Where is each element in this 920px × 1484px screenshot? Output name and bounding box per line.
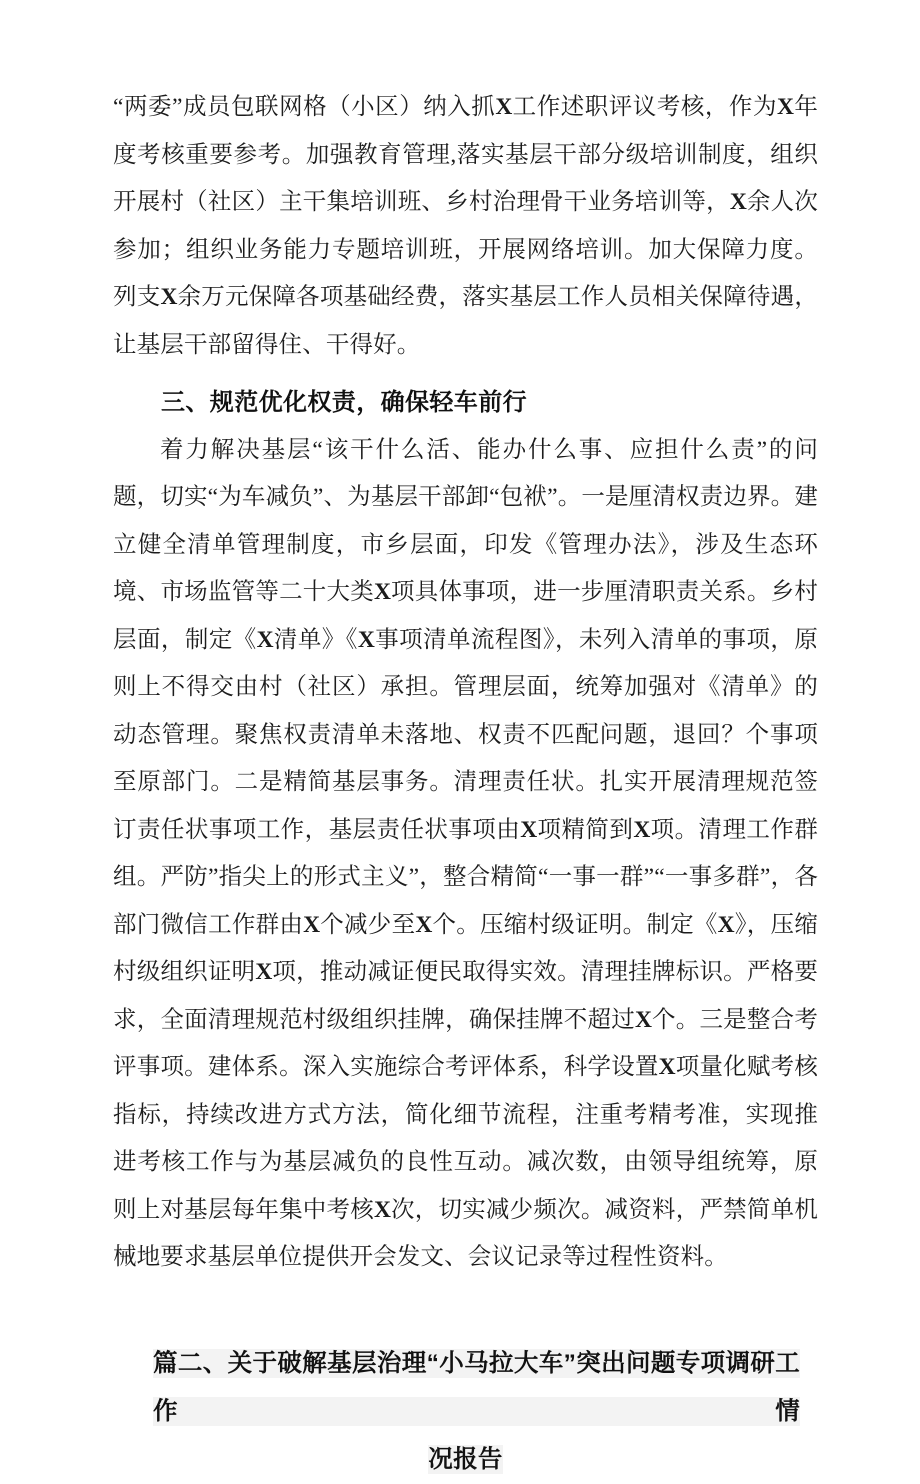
body-paragraph-continued: “两委”成员包联网格（小区）纳入抓X工作述职评议考核，作为X年度考核重要参考。加强教育管理,落实基层干部分级培训制度，组织开展村（社区）主干集培训班、乡村治理骨干业务培训等，X余人次参加；组织业务能力专题培训班，开展网络培训。加大保障力度。列支X余万元保障各项基础经费，落实基层工作人员相关保障待遇，让基层干部留得住、干得好。: [113, 94, 819, 358]
document-title-line-1: 篇二、关于破解基层治理“小马拉大车”突出问题专项调研工作情: [153, 1349, 800, 1425]
body-paragraph-section-three: 着力解决基层“该干什么活、能办什么事、应担什么责”的问题，切实“为车减负”、为基层干部卸“包袱”。一是厘清权责边界。建立健全清单管理制度，市乡层面，印发《管理办法》，涉及生态环境、市场监管等二十大类X项具体事项，进一步厘清职责关系。乡村层面，制定《X清单》《X事项清单流程图》，未列入清单的事项，原则上不得交由村（社区）承担。管理层面，统筹加强对《清单》的动态管理。聚焦权责清单未落地、权责不匹配问题，退回？个事项至原部门。二是精简基层事务。清理责任状。扎实开展清理规范签订责任状事项工作，基层责任状事项由X项精简到X项。清理工作群组。严防”指尖上的形式主义”，整合精简“一事一群”“一事多群”，各部门微信工作群由X个减少至X个。压缩村级证明。制定《X》，压缩村级组织证明X项，推动减证便民取得实效。清理挂牌标识。严格要求，全面清理规范村级组织挂牌，确保挂牌不超过X个。三是整合考评事项。建体系。深入实施综合考评体系，科学设置X项量化赋考核指标，持续改进方式方法，简化细节流程，注重考精考准，实现推进考核工作与为基层减负的良性互动。减次数，由领导组统筹，原则上对基层每年集中考核X次，切实减少频次。减资料，严禁简单机械地要求基层单位提供开会发文、会议记录等过程性资料。: [113, 436, 819, 1270]
section-heading-three: 三、规范优化权责，确保轻车前行: [161, 389, 527, 416]
section-spacer: [113, 1282, 818, 1340]
document-body: [113, 84, 818, 1484]
paragraph-spacer: [113, 369, 818, 379]
document-title-line-2: 况报告: [428, 1445, 503, 1473]
document-title-block: [113, 1340, 818, 1484]
document-title: [113, 1340, 818, 1484]
